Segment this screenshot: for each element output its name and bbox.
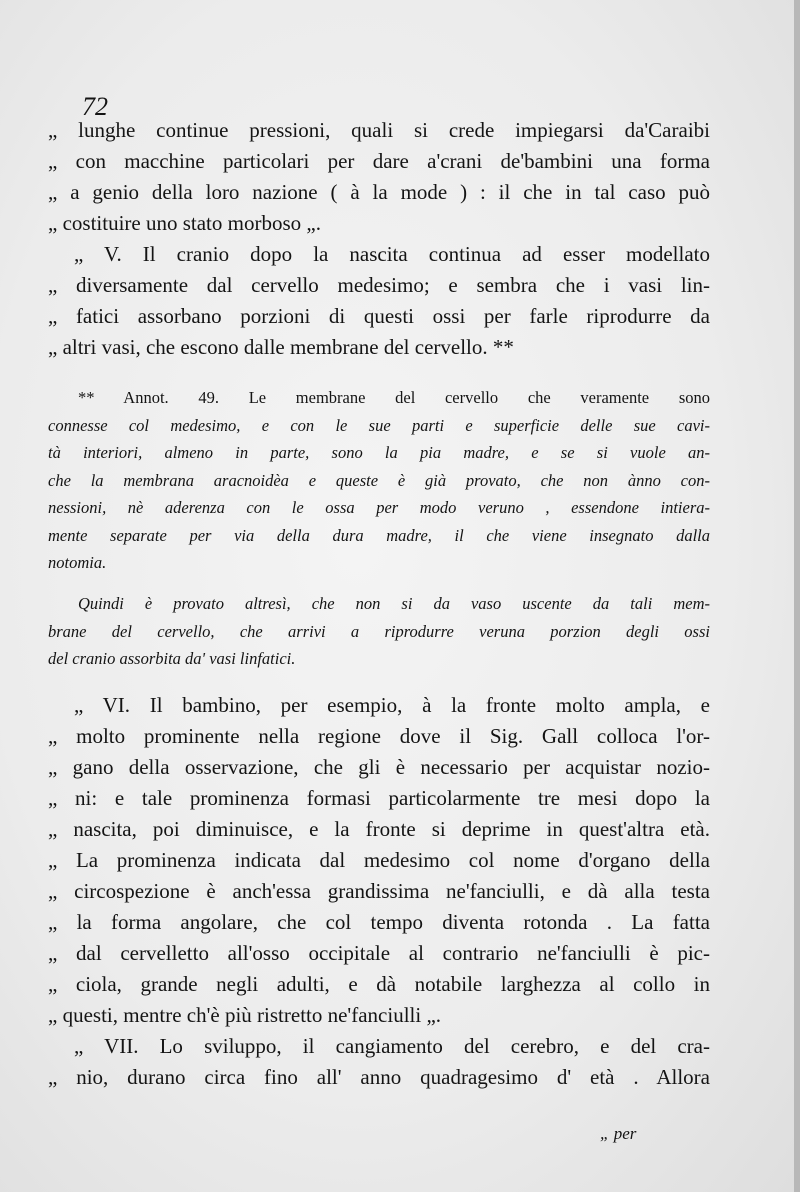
text-line: „ nascita, poi diminuisce, e la fronte si deprime in quest'altra età.	[48, 817, 710, 841]
text-line: „ V. Il cranio dopo la nascita continua ad esser modellato	[74, 242, 710, 266]
footnote-line: notomia.	[48, 553, 107, 572]
footnote-line: che la membrana aracnoidèa e queste è già provato, che non ànno con-	[48, 470, 710, 490]
text-line: „ VII. Lo sviluppo, il cangiamento del cerebro, e del cra-	[74, 1034, 710, 1058]
text-line: „ nio, durano circa fino all' anno quadragesimo d' età . Allora	[48, 1065, 710, 1089]
text-line: „ ni: e tale prominenza formasi particolarmente tre mesi dopo la	[48, 786, 710, 810]
quoted-paragraph-block-2	[48, 690, 710, 1093]
text-line: „ circospezione è anch'essa grandissima ne'fanciulli, e dà alla testa	[48, 879, 710, 903]
text-line: „ gano della osservazione, che gli è necessario per acquistar nozio-	[48, 755, 710, 779]
text-line: „ la forma angolare, che col tempo diventa rotonda . La fatta	[48, 910, 710, 934]
footnote-line: tà interiori, almeno in parte, sono la pia madre, e se si vuole an-	[48, 443, 710, 462]
text-line: „ fatici assorbano porzioni di questi ossi per farle riprodurre da	[48, 304, 710, 328]
footnote-line: ** Annot. 49. Le membrane del cervello che veramente sono	[78, 388, 710, 407]
text-line: „ diversamente dal cervello medesimo; e sembra che i vasi lin-	[48, 273, 710, 297]
footnote-annotation	[48, 384, 710, 577]
text-line: „ lunghe continue pressioni, quali si crede impiegarsi da'Caraibi	[48, 118, 710, 142]
footnote-line: del cranio assorbita da' vasi linfatici.	[48, 649, 296, 668]
footnote-line: brane del cervello, che arrivi a riprodurre veruna porzion degli ossi	[48, 621, 710, 641]
text-line: „ altri vasi, che escono dalle membrane del cervello. **	[48, 335, 514, 359]
text-line: „ con macchine particolari per dare a'crani de'bambini una forma	[48, 149, 710, 173]
text-line: „ molto prominente nella regione dove il Sig. Gall colloca l'or-	[48, 724, 710, 748]
text-line: „ questi, mentre ch'è più ristretto ne'fanciulli „.	[48, 1003, 442, 1027]
text-line: „ costituire uno stato morboso „.	[48, 211, 321, 235]
footnote-line: Quindi è provato altresì, che non si da vaso uscente da tali mem-	[78, 594, 710, 613]
text-line: „ dal cervelletto all'osso occipitale al contrario ne'fanciulli è pic-	[48, 941, 710, 965]
footnote-line: mente separate per via della dura madre, il che viene insegnato dalla	[48, 525, 710, 545]
text-line: „ ciola, grande negli adulti, e dà notabile larghezza al collo in	[48, 972, 710, 996]
footnote-continuation	[48, 590, 710, 673]
page-number: 72	[82, 92, 108, 121]
text-line: „ La prominenza indicata dal medesimo col nome d'organo della	[48, 848, 710, 872]
quoted-paragraph-block	[48, 115, 710, 363]
footnote-line: connesse col medesimo, e con le sue parti e superficie delle sue cavi-	[48, 415, 710, 435]
text-line: „ a genio della loro nazione ( à la mode ) : il che in tal caso può	[48, 180, 710, 204]
footnote-line: nessioni, nè aderenza con le ossa per modo veruno , essendone intiera-	[48, 498, 710, 517]
catchword: „ per	[600, 1124, 637, 1143]
text-line: „ VI. Il bambino, per esempio, à la fronte molto ampla, e	[74, 693, 710, 717]
